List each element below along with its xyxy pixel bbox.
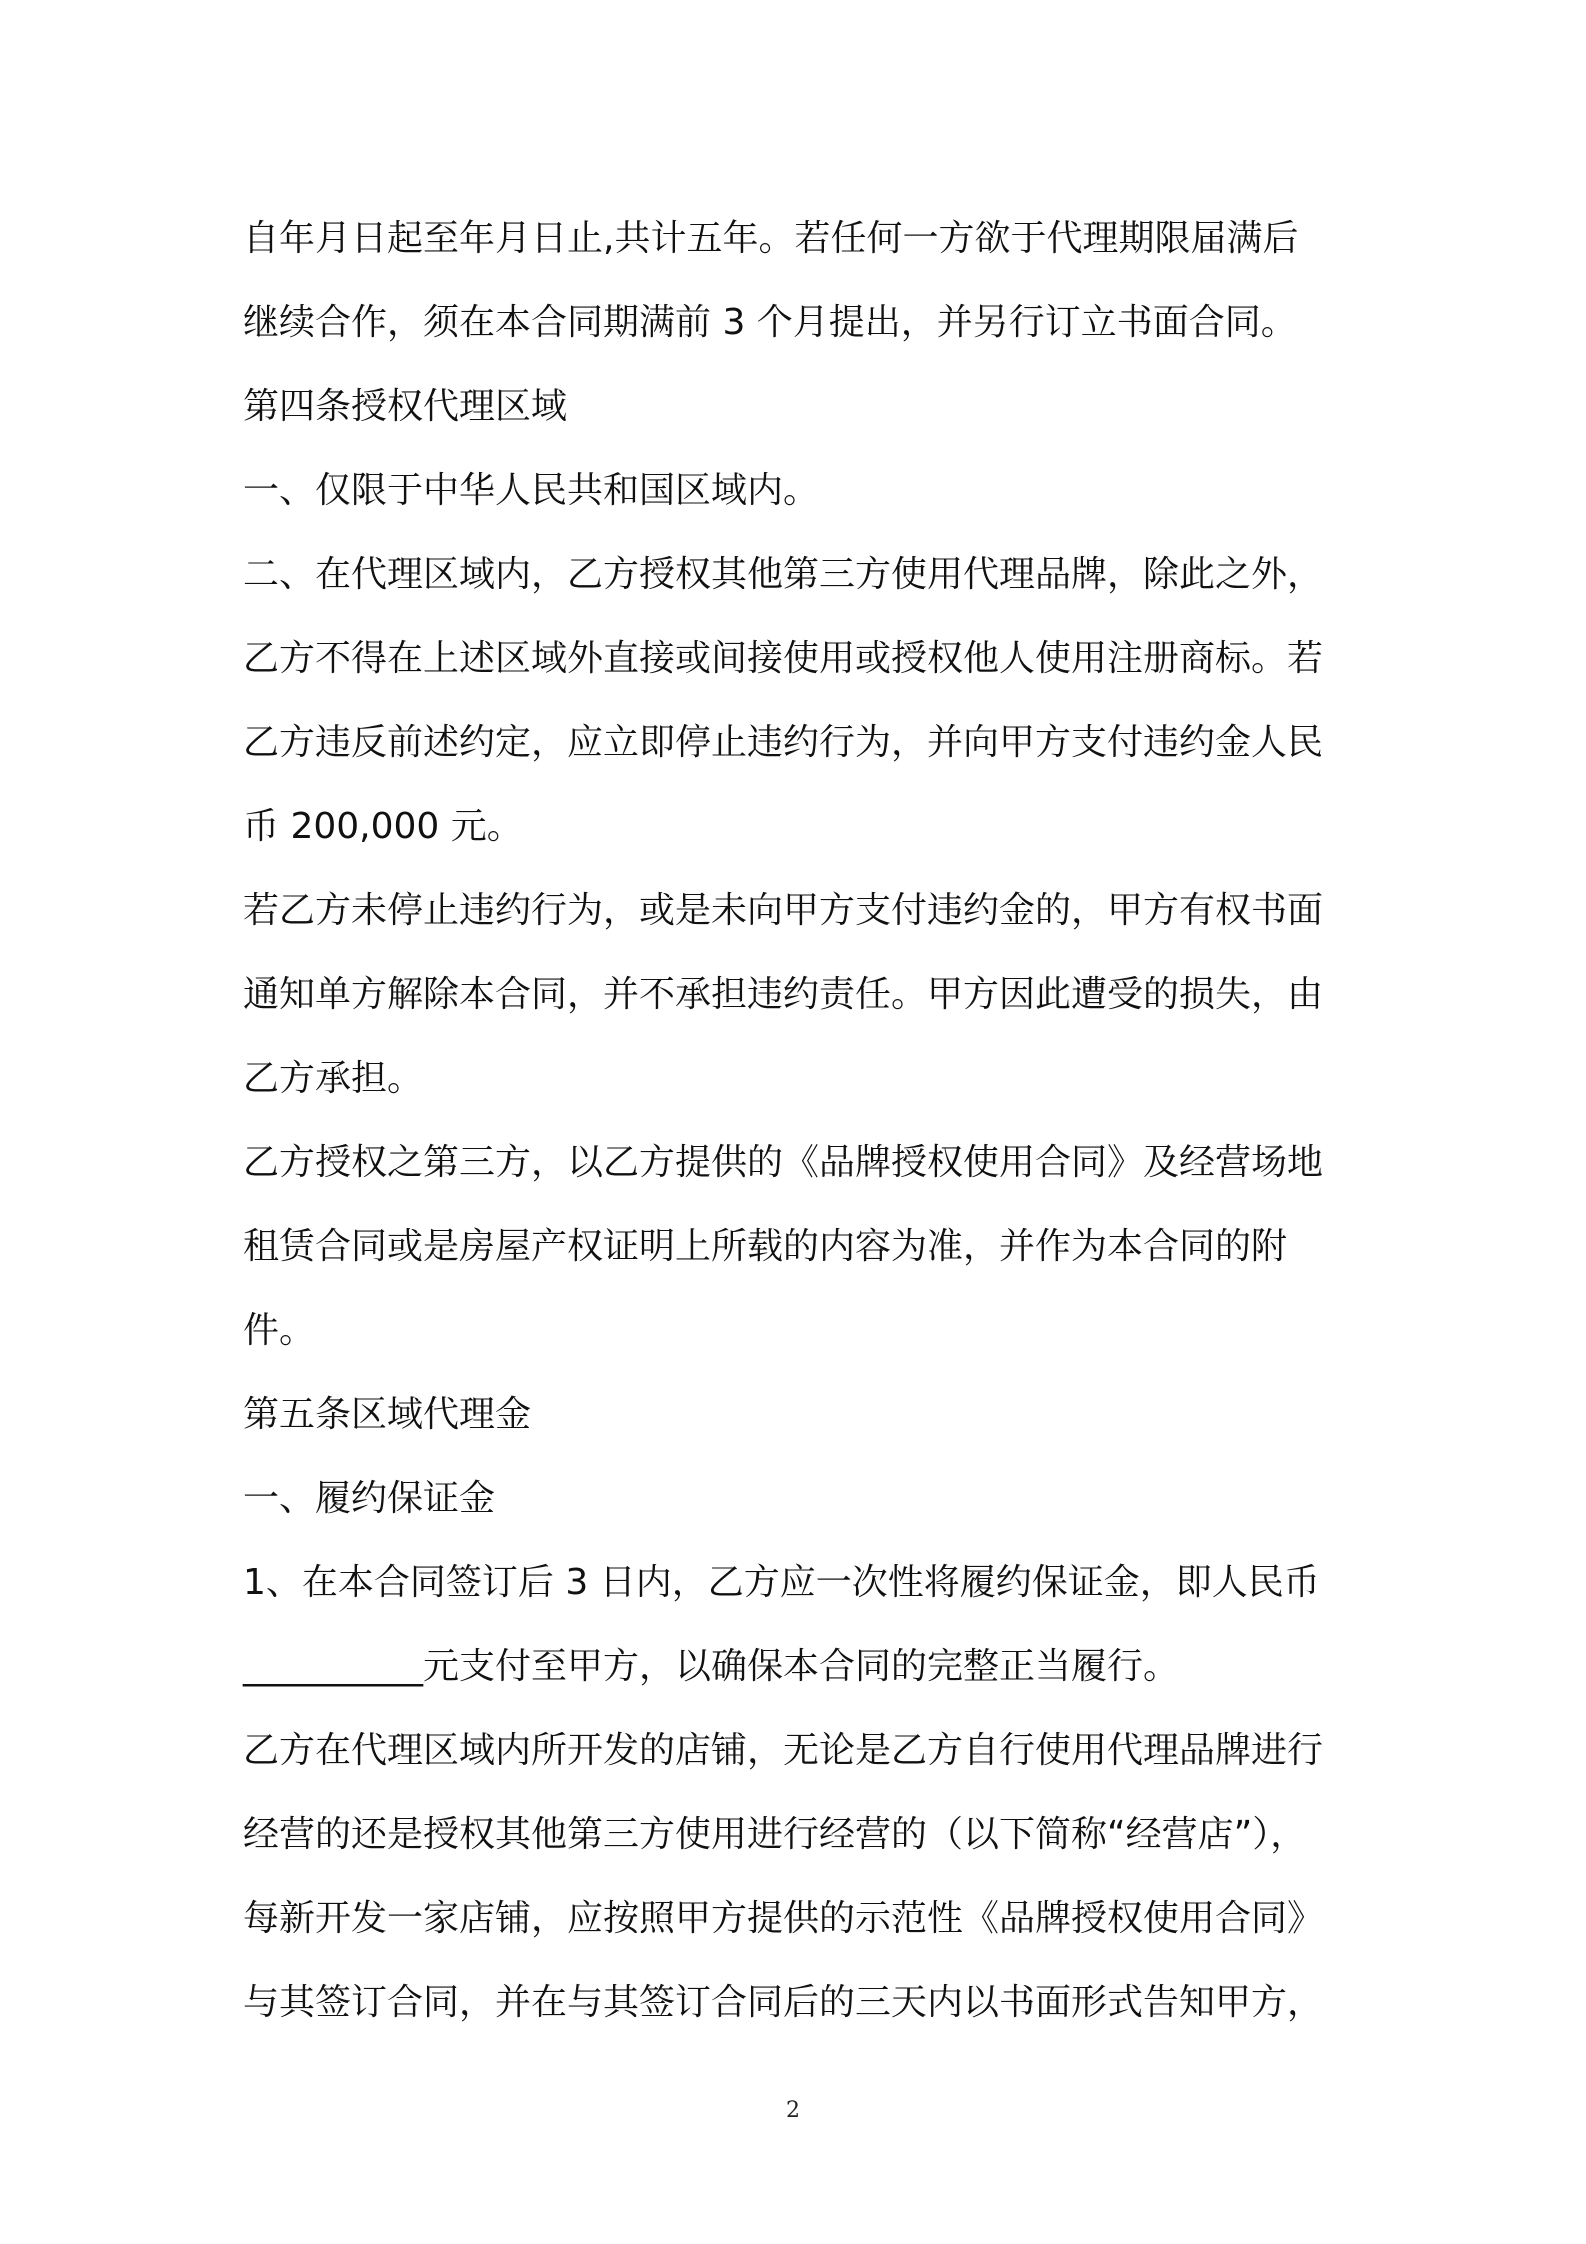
text-line: 二、在代理区域内，乙方授权其他第三方使用代理品牌，除此之外， bbox=[243, 554, 1324, 595]
text-line: __________元支付至甲方，以确保本合同的完整正当履行。 bbox=[243, 1646, 1180, 1687]
text-line: 若乙方未停止违约行为，或是未向甲方支付违约金的，甲方有权书面 bbox=[243, 890, 1324, 931]
document-body bbox=[243, 197, 1363, 2045]
section-heading: 第四条授权代理区域 bbox=[243, 386, 568, 427]
text-line: 币 200,000 元。 bbox=[243, 806, 523, 847]
text-line: 通知单方解除本合同，并不承担违约责任。甲方因此遭受的损失，由 bbox=[243, 974, 1324, 1015]
text-line: 乙方在代理区域内所开发的店铺，无论是乙方自行使用代理品牌进行 bbox=[243, 1730, 1324, 1771]
text-line: 乙方不得在上述区域外直接或间接使用或授权他人使用注册商标。若 bbox=[243, 638, 1324, 679]
section-heading: 第五条区域代理金 bbox=[243, 1394, 532, 1435]
text-line: 乙方授权之第三方，以乙方提供的《品牌授权使用合同》及经营场地 bbox=[243, 1142, 1324, 1183]
text-line: 每新开发一家店铺，应按照甲方提供的示范性《品牌授权使用合同》 bbox=[243, 1898, 1324, 1939]
text-line: 与其签订合同，并在与其签订合同后的三天内以书面形式告知甲方， bbox=[243, 1982, 1324, 2023]
text-line: 自年月日起至年月日止,共计五年。若任何一方欲于代理期限届满后 bbox=[243, 218, 1299, 259]
text-line: 一、履约保证金 bbox=[243, 1478, 496, 1519]
text-line: 一、仅限于中华人民共和国区域内。 bbox=[243, 470, 820, 511]
text-line: 租赁合同或是房屋产权证明上所载的内容为准，并作为本合同的附 bbox=[243, 1226, 1288, 1267]
text-line: 1、在本合同签订后 3 日内，乙方应一次性将履约保证金，即人民币 bbox=[243, 1562, 1320, 1603]
text-line: 乙方承担。 bbox=[243, 1058, 424, 1099]
text-line: 继续合作，须在本合同期满前 3 个月提出，并另行订立书面合同。 bbox=[243, 302, 1297, 343]
text-line: 经营的还是授权其他第三方使用进行经营的（以下简称“经营店”）， bbox=[243, 1814, 1307, 1855]
page-number: 2 bbox=[786, 2098, 800, 2123]
text-line: 件。 bbox=[243, 1310, 316, 1351]
text-line: 乙方违反前述约定，应立即停止违约行为，并向甲方支付违约金人民 bbox=[243, 722, 1324, 763]
